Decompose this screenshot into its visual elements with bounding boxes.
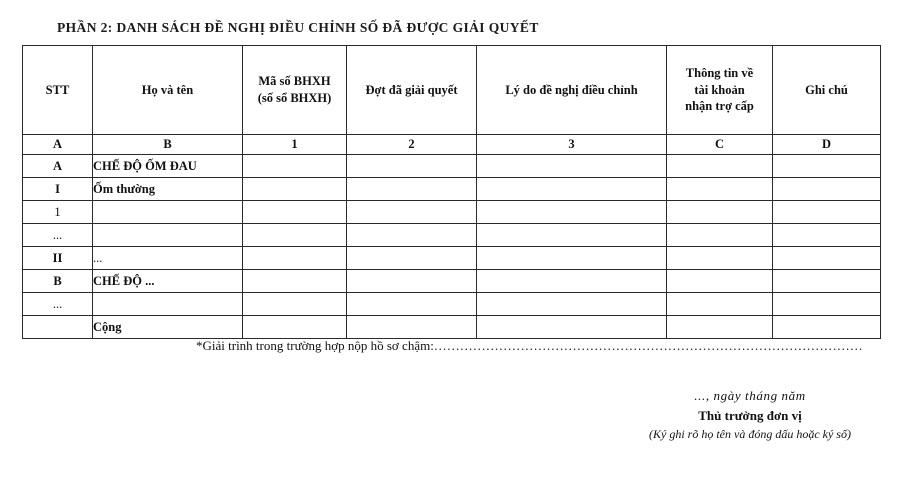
header-note: Ghi chú — [773, 46, 881, 135]
table-row — [23, 247, 881, 270]
row-note[interactable] — [773, 224, 881, 247]
row-index: A — [23, 155, 93, 178]
row-account-info[interactable] — [667, 155, 773, 178]
row-index: 1 — [23, 201, 93, 224]
column-number-cell: A — [23, 135, 93, 155]
total-insurance-code[interactable] — [243, 316, 347, 339]
table-row — [23, 270, 881, 293]
row-index: ... — [23, 224, 93, 247]
row-adjustment-reason[interactable] — [477, 247, 667, 270]
column-number-cell: B — [93, 135, 243, 155]
row-label: CHẾ ĐỘ ... — [93, 270, 243, 293]
column-number-cell: D — [773, 135, 881, 155]
signature-date-line: ..., ngày tháng năm — [694, 388, 806, 403]
table-row — [23, 293, 881, 316]
column-number-cell: 2 — [347, 135, 477, 155]
row-insurance-code[interactable] — [243, 293, 347, 316]
row-index: B — [23, 270, 93, 293]
row-label: CHẾ ĐỘ ỐM ĐAU — [93, 155, 243, 178]
row-settled-batch[interactable] — [347, 201, 477, 224]
row-index: I — [23, 178, 93, 201]
column-number-cell: 1 — [243, 135, 347, 155]
table-row — [23, 178, 881, 201]
row-settled-batch[interactable] — [347, 178, 477, 201]
header-full-name: Họ và tên — [93, 46, 243, 135]
row-label: ... — [93, 247, 243, 270]
row-adjustment-reason[interactable] — [477, 178, 667, 201]
header-adjustment-reason: Lý do đề nghị điều chỉnh — [477, 46, 667, 135]
row-label[interactable] — [93, 201, 243, 224]
column-number-cell: C — [667, 135, 773, 155]
row-account-info[interactable] — [667, 293, 773, 316]
table-row — [23, 224, 881, 247]
signature-block — [605, 386, 895, 443]
row-note[interactable] — [773, 155, 881, 178]
header-insurance-code-line2: (số sổ BHXH) — [257, 91, 332, 105]
total-adjustment-reason[interactable] — [477, 316, 667, 339]
header-account-info-line3: nhận trợ cấp — [685, 99, 754, 114]
total-account-info[interactable] — [667, 316, 773, 339]
row-insurance-code[interactable] — [243, 201, 347, 224]
table-header-row — [23, 46, 881, 135]
column-number-cell: 3 — [477, 135, 667, 155]
row-account-info[interactable] — [667, 224, 773, 247]
row-label[interactable] — [93, 293, 243, 316]
row-note[interactable] — [773, 247, 881, 270]
header-settled-batch: Đợt đã giải quyết — [347, 46, 477, 135]
row-label-total: Cộng — [93, 316, 243, 339]
section-title: PHẦN 2: DANH SÁCH ĐỀ NGHỊ ĐIỀU CHỈNH SỐ ĐÃ ĐƯỢC GIẢI QUYẾT — [57, 20, 539, 35]
row-adjustment-reason[interactable] — [477, 201, 667, 224]
table-row — [23, 155, 881, 178]
signature-title: Thủ trưởng đơn vị — [698, 407, 802, 423]
header-account-info — [667, 46, 773, 135]
header-account-info-line1: Thông tin về — [685, 65, 754, 80]
table-total-row — [23, 316, 881, 339]
row-settled-batch[interactable] — [347, 270, 477, 293]
row-label: Ốm thường — [93, 178, 243, 201]
header-insurance-code — [243, 46, 347, 135]
row-account-info[interactable] — [667, 247, 773, 270]
row-insurance-code[interactable] — [243, 270, 347, 293]
column-number-row — [23, 135, 881, 155]
row-insurance-code[interactable] — [243, 155, 347, 178]
row-index — [23, 316, 93, 339]
row-adjustment-reason[interactable] — [477, 270, 667, 293]
row-account-info[interactable] — [667, 270, 773, 293]
row-insurance-code[interactable] — [243, 178, 347, 201]
row-settled-batch[interactable] — [347, 224, 477, 247]
row-adjustment-reason[interactable] — [477, 293, 667, 316]
total-note[interactable] — [773, 316, 881, 339]
header-account-info-line2: tài khoản — [694, 82, 745, 97]
total-settled-batch[interactable] — [347, 316, 477, 339]
late-submission-note: *Giải trình trong trường hợp nộp hồ sơ chậm:……………………………………………………………………………………… — [196, 338, 863, 353]
row-note[interactable] — [773, 201, 881, 224]
row-insurance-code[interactable] — [243, 247, 347, 270]
row-note[interactable] — [773, 270, 881, 293]
row-account-info[interactable] — [667, 178, 773, 201]
row-index: ... — [23, 293, 93, 316]
row-settled-batch[interactable] — [347, 155, 477, 178]
row-settled-batch[interactable] — [347, 247, 477, 270]
row-settled-batch[interactable] — [347, 293, 477, 316]
table-row — [23, 201, 881, 224]
signature-hint: (Ký ghi rõ họ tên và đóng dấu hoặc ký số) — [649, 427, 851, 441]
row-note[interactable] — [773, 293, 881, 316]
row-insurance-code[interactable] — [243, 224, 347, 247]
row-label[interactable] — [93, 224, 243, 247]
row-index: II — [23, 247, 93, 270]
row-adjustment-reason[interactable] — [477, 155, 667, 178]
row-account-info[interactable] — [667, 201, 773, 224]
header-stt: STT — [23, 46, 93, 135]
adjustment-list-table — [22, 45, 881, 339]
row-adjustment-reason[interactable] — [477, 224, 667, 247]
row-note[interactable] — [773, 178, 881, 201]
header-insurance-code-line1: Mã số BHXH — [258, 74, 331, 89]
